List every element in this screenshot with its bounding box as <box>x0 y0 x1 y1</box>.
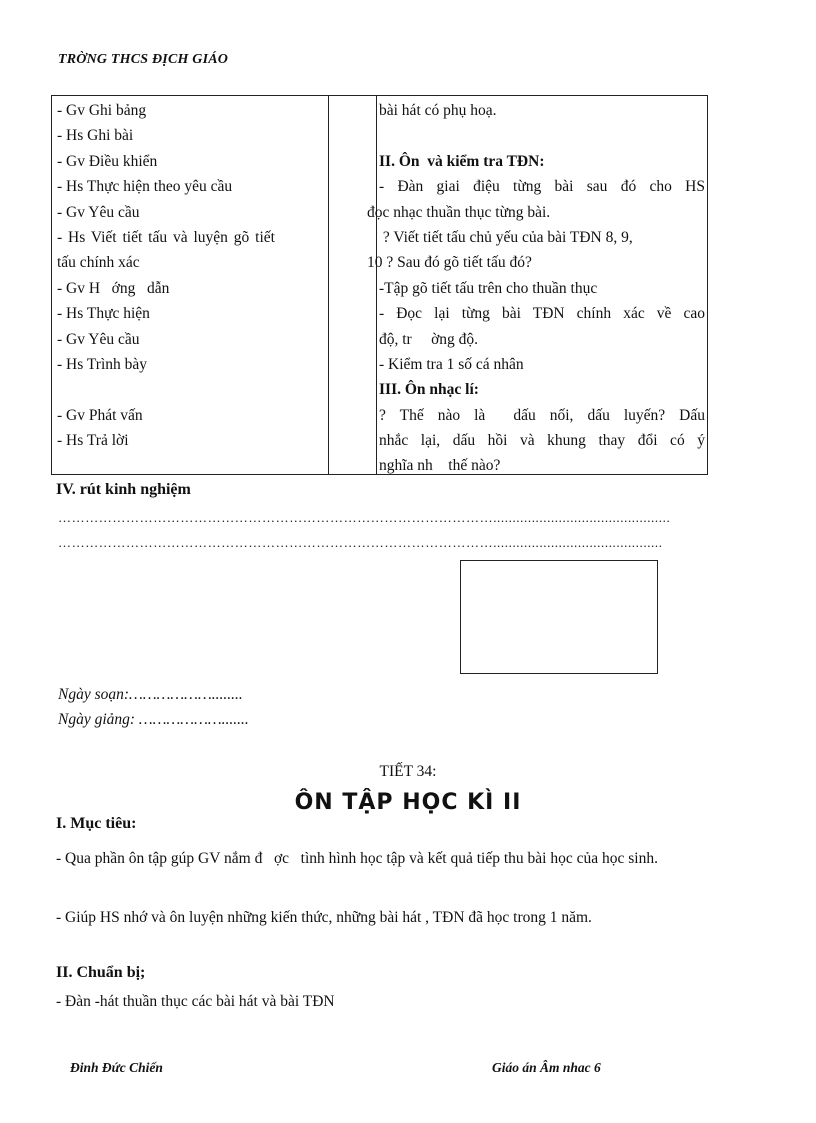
table-cell: - Hs Trình bày <box>57 355 148 373</box>
table-cell: - Gv Điều khiển <box>57 152 158 170</box>
table-cell: độ, tr ờng độ. <box>379 330 479 348</box>
table-cell: đọc nhạc thuần thục từng bài. <box>367 203 551 221</box>
section-1-title: I. Mục tiêu: <box>56 815 137 832</box>
preparation-line: - Đàn -hát thuần thục các bài hát và bài TĐN <box>56 993 335 1010</box>
table-cell: bài hát có phụ hoạ. <box>379 102 497 119</box>
table-cell: - Gv Yêu cầu <box>57 330 140 348</box>
empty-frame <box>460 560 658 674</box>
table-cell: - Đàn giai điệu từng bài sau đó cho HS <box>379 178 705 196</box>
table-cell: - Hs Trả lời <box>57 432 129 450</box>
content-column <box>367 98 705 479</box>
table-cell: - Hs Thực hiện theo yêu cầu <box>57 178 233 196</box>
table-cell: ? Thế nào là dấu nối, dấu luyến? Dấu <box>379 406 705 424</box>
section-4-title: IV. rút kinh nghiệm <box>56 481 191 498</box>
objective-paragraph-1: - Qua phần ôn tập gúp GV nắm đ ợc tình hình học tập và kết quả tiếp thu bài học của học sinh. <box>56 850 658 867</box>
table-cell: - Gv Yêu cầu <box>57 203 140 221</box>
activity-column <box>57 98 329 453</box>
objective-paragraph-2: - Giúp HS nhớ và ôn luyện những kiến thức, những bài hát , TĐN đã học trong 1 năm. <box>56 909 592 926</box>
school-header: TRỜNG THCS ĐỊCH GIÁO <box>58 52 229 67</box>
table-cell: - Đọc lại từng bài TĐN chính xác về cao <box>379 305 705 323</box>
table-cell: - Gv H ớng dẫn <box>57 279 170 297</box>
table-cell: nghĩa nh thế nào? <box>379 457 501 475</box>
table-cell: 10 ? Sau đó gõ tiết tấu đó? <box>367 254 532 272</box>
author-name: Đinh Đức Chiến <box>70 1060 163 1075</box>
table-cell: - Hs Thực hiện <box>57 305 150 323</box>
lesson-table <box>51 95 708 475</box>
table-cell: - Gv Ghi bảng <box>57 102 147 119</box>
table-cell: -Tập gõ tiết tấu trên cho thuần thục <box>379 279 598 297</box>
section-heading: II. Ôn và kiểm tra TĐN: <box>379 152 545 170</box>
section-2-title: II. Chuẩn bị; <box>56 964 146 981</box>
dotted-line-2: ……………………………………………………………………………………............................................ <box>58 535 663 550</box>
table-cell: tấu chính xác <box>57 254 140 272</box>
date-taught: Ngày giảng: ………………....... <box>58 711 249 728</box>
table-cell: - Hs Ghi bài <box>57 127 134 145</box>
date-prepared: Ngày soạn:………………........ <box>58 686 243 703</box>
table-cell: - Hs Viết tiết tấu và luyện gõ tiết <box>57 228 275 246</box>
section-heading: III. Ôn nhạc lí: <box>379 381 479 399</box>
table-cell: - Kiểm tra 1 số cá nhân <box>379 355 524 373</box>
table-cell: - Gv Phát vấn <box>57 406 143 424</box>
lesson-title: ÔN TẬP HỌC KÌ II <box>294 790 522 815</box>
table-cell: ? Viết tiết tấu chủ yếu của bài TĐN 8, 9, <box>379 228 633 246</box>
lesson-number: TIẾT 34: <box>379 763 437 780</box>
table-cell: nhắc lại, dấu hồi và khung thay đổi có ý <box>379 432 705 450</box>
dotted-line-1: …………………………………………………………………………………….............................................. <box>58 510 671 525</box>
table-cell <box>379 123 705 148</box>
table-cell <box>57 377 329 402</box>
table-divider-2 <box>376 96 377 474</box>
document-name: Giáo án Âm nhac 6 <box>492 1060 601 1075</box>
